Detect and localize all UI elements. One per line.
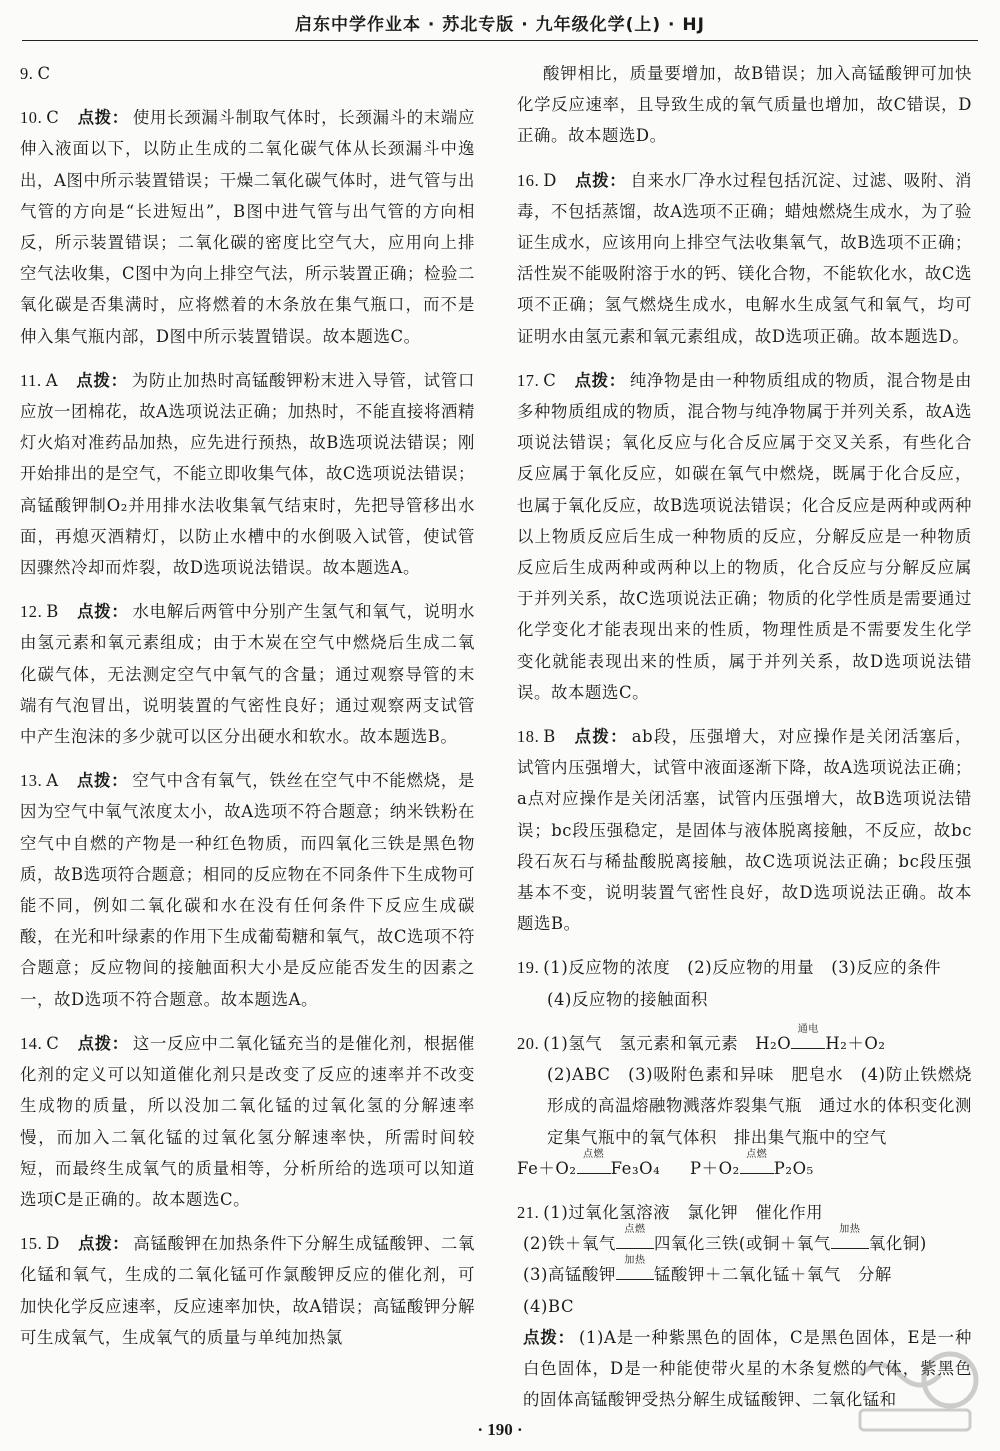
answer-choice: D [543, 170, 558, 190]
tip-label: 点拨： [573, 727, 628, 747]
answer-item [517, 721, 972, 939]
answer-item [20, 58, 475, 89]
answer-text: (3)高锰酸钾 [523, 1265, 616, 1285]
reaction-arrow [740, 1163, 774, 1174]
answer-text: (1)过氧化氢溶液 氯化钾 催化作用 [543, 1202, 824, 1222]
explanation-text: 纯净物是由一种物质组成的物质，混合物是由多种物质组成的物质，混合物与纯净物属于并列关系，故A选项说法错误；氧化反应与化合反应属于交叉关系，有些化合反应属于氧化反应，如碳在氧气中燃烧，既属于化合反应，也属于氧化反应，故B选项说法错误；化合反应是两种或两种以上物质反应后生成一种物质的反应，分解反应是一种物质反应后生成两种或两种以上的物质，化合反应与分解反应属于并列关系，故C选项说法正确；物质的化学性质是需要通过化学变化才能表现出来的性质，物理性质是不需要发生化学变化就能表现出来的性质，属于并列关系，故D选项说法错误。故本题选C。 [517, 370, 972, 702]
watermark-logo [840, 1345, 980, 1445]
tip-label: 点拨： [523, 1327, 575, 1347]
reaction-arrow [577, 1163, 611, 1174]
question-number: 16. [517, 170, 540, 190]
answer-text: H₂＋O₂ [825, 1033, 886, 1053]
answer-text: (4)BC [523, 1296, 575, 1316]
answer-item [20, 596, 475, 752]
answer-text: (1)氢气 氢元素和氧元素 H₂O [543, 1033, 792, 1053]
explanation-text: 为防止加热时高锰酸钾粉末进入导管，试管口应放一团棉花，故A选项说法正确；加热时，不能直接将酒精灯火焰对准药品加热，应先进行预热，故B选项说法错误；刚开始排出的是空气，不能立即收集气体，故C选项说法错误；高锰酸钾制O₂并用排水法收集氧气结束时，先把导管移出水面，再熄灭酒精灯，以防止水槽中的水倒吸入试管，使试管因骤然冷却而炸裂，故D选项说法错误。故本题选A。 [20, 370, 475, 578]
answer-item [20, 765, 475, 1015]
question-number: 10. [20, 108, 43, 128]
question-number: 19. [517, 958, 540, 978]
reaction-condition: 加热 [624, 1255, 646, 1267]
question-number: 9. [20, 64, 34, 83]
page-number: · 190 · [477, 1420, 523, 1439]
answer-item [20, 102, 475, 352]
answer-line: (4)反应物的接触面积 [547, 989, 708, 1009]
reaction-condition: 点燃 [624, 1224, 646, 1236]
question-number: 12. [20, 602, 43, 622]
reaction-condition: 点燃 [746, 1148, 768, 1160]
question-number: 21. [517, 1202, 540, 1222]
explanation-text: 水电解后两管中分别产生氢气和氧气，说明水由氢元素和氧元素组成；由于木炭在空气中燃烧后生成二氧化碳气体，无法测定空气中氧气的含量；通过观察导管的末端有气泡冒出，说明装置的气密性良好；通过观察两支试管中产生泡沫的多少就可以区分出硬水和软水。故本题选B。 [20, 602, 475, 747]
explanation-text: 酸钾相比，质量要增加，故B错误；加入高锰酸钾可加快化学反应速率，且导致生成的氧气质量也增加，故C错误，D正确。故本题选D。 [517, 64, 972, 146]
reaction-condition: 点燃 [582, 1148, 605, 1160]
answer-choice: A [46, 771, 59, 791]
question-number: 14. [20, 1033, 43, 1053]
answer-item [20, 365, 475, 583]
question-number: 17. [517, 370, 540, 390]
answer-choice: C [46, 108, 60, 128]
answer-item [517, 58, 972, 152]
answer-choice: C [46, 1033, 60, 1053]
tip-text: (1)A是一种紫黑色的固体，C是黑色固体，E是一种白色固体，D是一种能使带火星的木条复燃的气体，紫黑色的固体高锰酸钾受热分解生成锰酸钾、二氧化锰和 [523, 1327, 972, 1410]
answer-line: (1)反应物的浓度 (2)反应物的用量 (3)反应的条件 [543, 958, 942, 978]
answer-choice: B [543, 727, 556, 747]
page-header [22, 10, 978, 41]
equation-left: P＋O₂ [689, 1158, 740, 1178]
question-number: 11. [20, 370, 42, 390]
equation-right: Fe₃O₄ [610, 1158, 661, 1178]
answer-choice: B [46, 602, 59, 622]
tip-label: 点拨： [77, 108, 129, 128]
answer-item [20, 1228, 475, 1353]
answer-text: (2)ABC (3)吸附色素和异味 肥皂水 (4)防止铁燃烧形成的高温熔融物溅落炸裂集气瓶 通过水的体积变化测定集气瓶中的氧气体积 排出集气瓶中的空气 [547, 1065, 972, 1147]
answer-text: (2)铁＋氧气 [523, 1234, 616, 1254]
answer-text: 锰酸钾＋二氧化锰＋氧气 分解 [653, 1265, 892, 1285]
reaction-condition: 加热 [839, 1224, 861, 1236]
reaction-arrow [791, 1038, 825, 1049]
answer-choice: A [45, 370, 59, 390]
header-title: 启东中学作业本 · 苏北专版 · 九年级化学(上) · HJ [295, 15, 705, 35]
question-number: 20. [517, 1033, 540, 1053]
answer-item [517, 365, 972, 708]
answer-choice: C [37, 64, 51, 83]
tip-label: 点拨： [574, 370, 626, 390]
question-number: 13. [20, 771, 43, 791]
question-number: 15. [20, 1234, 43, 1254]
explanation-text: ab段，压强增大，对应操作是关闭活塞后，试管内压强增大，试管中液面逐渐下降，故A选项说法正确；a点对应操作是关闭活塞，试管内压强增大，故B选项说法错误；bc段压强稳定，是固体与液体脱离接触，不反应，故bc段石灰石与稀盐酸脱离接触，故C选项说法正确；bc段压强基本不变，说明装置气密性良好，故D选项说法正确。故本题选B。 [517, 727, 972, 934]
reaction-arrow [831, 1238, 869, 1249]
explanation-text: 自来水厂净水过程包括沉淀、过滤、吸附、消毒，不包括蒸馏，故A选项不正确；蜡烛燃烧生成水，为了验证生成水，应该用向上排空气法收集氧气，故B选项不正确；活性炭不能吸附溶于水的钙、镁化合物，不能软化水，故C选项不正确；氢气燃烧生成水，电解水生成氢气和氧气，均可证明水由氢元素和氧元素组成，故D选项正确。故本题选D。 [517, 170, 972, 346]
tip-label: 点拨： [76, 602, 129, 622]
tip-label: 点拨： [78, 1234, 130, 1254]
tip-label: 点拨： [77, 1033, 129, 1053]
equation-right: P₂O₅ [773, 1158, 814, 1178]
answer-choice: D [46, 1234, 61, 1254]
answer-text: 氧化铜) [868, 1234, 927, 1254]
question-number: 18. [517, 727, 540, 747]
answer-item [517, 165, 972, 352]
tip-label: 点拨： [575, 170, 627, 190]
reaction-arrow [616, 1269, 654, 1280]
tip-label: 点拨： [76, 370, 128, 390]
explanation-text: 高锰酸钾在加热条件下分解生成锰酸钾、二氧化锰和氧气，生成的二氧化锰可作氯酸钾反应的催化剂，可加快化学反应速率，反应速率加快，故A错误；高锰酸钾分解可生成氧气，生成氧气的质量与单纯加热氯 [20, 1234, 475, 1347]
explanation-text: 空气中含有氧气，铁丝在空气中不能燃烧，是因为空气中氧气浓度太小，故A选项不符合题意；纳米铁粉在空气中自燃的产物是一种红色物质，而四氧化三铁是黑色物质，故B选项符合题意；相同的反应物在不同条件下生成物可能不同，例如二氧化碳和水在没有任何条件下反应生成碳酸，在光和叶绿素的作用下生成葡萄糖和氧气，故C选项不符合题意；反应物间的接触面积大小是反应能否发生的因素之一，故D选项不符合题意。故本题选A。 [20, 771, 475, 1009]
explanation-text: 这一反应中二氧化锰充当的是催化剂，根据催化剂的定义可以知道催化剂只是改变了反应的速率并不改变生成物的质量，所以没加二氧化锰的过氧化氢的分解速率慢，而加入二氧化锰的过氧化氢分解速率快，所需时间较短，而最终生成氧气的质量相等，分析所给的选项可以知道选项C是正确的。故本题选C。 [20, 1033, 475, 1209]
right-column [517, 58, 972, 1428]
equation-left: Fe＋O₂ [517, 1158, 577, 1178]
answer-text: 四氧化三铁(或铜＋氧气 [653, 1234, 831, 1254]
tip-label: 点拨： [76, 771, 129, 791]
answer-choice: C [543, 370, 557, 390]
question-20 [517, 1023, 972, 1184]
explanation-text: 使用长颈漏斗制取气体时，长颈漏斗的末端应伸入液面以下，以防止生成的二氧化碳气体从长颈漏斗中逸出，A图中所示装置错误；干燥二氧化碳气体时，进气管与出气管的方向是“长进短出”，B图中进气管与出气管的方向相反，所示装置错误；二氧化碳的密度比空气大，应用向上排空气法收集，C图中为向上排空气法，所示装置正确；检验二氧化碳是否集满时，应将燃着的木条放在集气瓶口，而不是伸入集气瓶内部，D图中所示装置错误。故本题选C。 [20, 108, 475, 346]
question-19 [517, 952, 972, 1014]
answer-item [20, 1028, 475, 1215]
reaction-arrow [616, 1238, 654, 1249]
reaction-condition: 通电 [797, 1023, 819, 1035]
left-column [20, 58, 475, 1366]
